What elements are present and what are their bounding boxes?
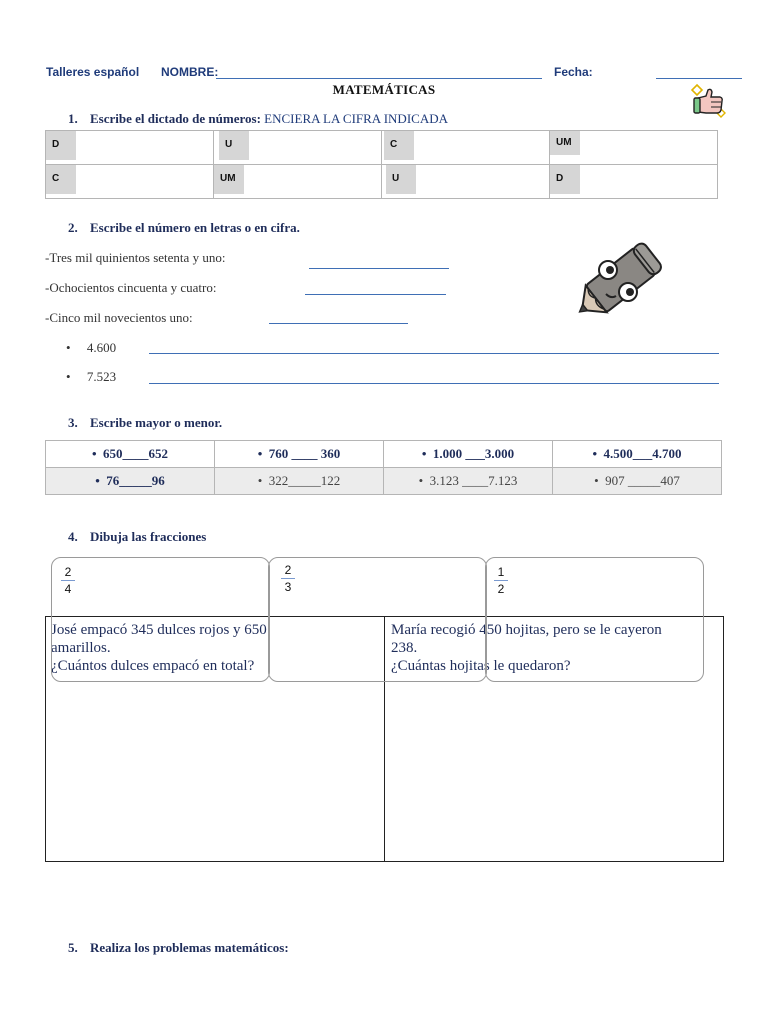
fraction-box-2[interactable] xyxy=(268,557,487,682)
dictation-cell[interactable] xyxy=(46,165,214,199)
fraction-denominator: 2 xyxy=(497,582,505,596)
dictation-row xyxy=(46,165,718,199)
place-value-tag: C xyxy=(384,131,414,160)
answer-line-4[interactable] xyxy=(149,353,719,354)
dictation-cell[interactable] xyxy=(550,131,718,165)
compare-item: 3.123 ____7.123 xyxy=(429,473,518,488)
fraction-numerator: 2 xyxy=(64,565,72,579)
place-value-tag: UM xyxy=(214,165,244,194)
dictation-cell[interactable] xyxy=(382,131,550,165)
compare-cell[interactable]: • 650____652 xyxy=(46,441,215,468)
compare-cell[interactable]: • 76_____96 xyxy=(46,468,215,495)
section-4-title: Dibuja las fracciones xyxy=(90,529,207,544)
fraction-bar xyxy=(61,580,75,581)
words-item-1: -Tres mil quinientos setenta y uno: xyxy=(45,250,226,265)
compare-row xyxy=(46,441,722,468)
dictation-cell[interactable] xyxy=(382,165,550,199)
thumbs-up-sticker-icon xyxy=(688,82,728,122)
section-1-title-extra: ENCIERA LA CIFRA INDICADA xyxy=(264,111,448,126)
section-5-title: Realiza los problemas matemáticos: xyxy=(90,940,289,955)
problem-left-line-1: José empacó 345 dulces rojos y 650 xyxy=(51,622,267,638)
number-item-2: • 7.523 xyxy=(66,369,117,384)
section-2-title: Escribe el número en letras o en cifra. xyxy=(90,220,300,235)
section-1-number: 1. xyxy=(68,111,78,126)
problem-left-line-3: ¿Cuántos dulces empacó en total? xyxy=(51,658,255,674)
section-4-heading xyxy=(68,529,206,545)
section-1-title: Escribe el dictado de números: xyxy=(90,111,261,126)
compare-row xyxy=(46,468,722,495)
compare-item: 322_____122 xyxy=(268,473,341,488)
problem-right-line-3: ¿Cuántas hojitas le quedaron? xyxy=(391,658,571,674)
fraction-box-3[interactable] xyxy=(485,557,704,682)
problem-right-line-2: 238. xyxy=(391,640,418,656)
answer-line-3[interactable] xyxy=(269,323,408,324)
words-item-3: -Cinco mil novecientos uno: xyxy=(45,310,193,325)
answer-line-2[interactable] xyxy=(305,294,446,295)
compare-table xyxy=(45,440,722,495)
fraction-numerator: 1 xyxy=(497,565,505,579)
section-2-number: 2. xyxy=(68,220,78,235)
fraction-bar xyxy=(494,580,508,581)
date-label: Fecha: xyxy=(554,65,593,79)
section-5-number: 5. xyxy=(68,940,78,955)
section-3-title: Escribe mayor o menor. xyxy=(90,415,223,430)
compare-item: 4.500___4.700 xyxy=(603,446,682,461)
fraction-denominator: 3 xyxy=(284,580,292,594)
page-title: MATEMÁTICAS xyxy=(332,82,436,97)
dictation-row xyxy=(46,131,718,165)
dictation-cell[interactable] xyxy=(550,165,718,199)
compare-cell[interactable]: • 4.500___4.700 xyxy=(553,441,722,468)
section-3-heading xyxy=(68,415,222,431)
answer-line-5[interactable] xyxy=(149,383,719,384)
section-5-heading xyxy=(68,940,289,956)
fraction-2-3 xyxy=(281,563,295,594)
section-1-heading xyxy=(68,111,448,127)
compare-item: 760 ____ 360 xyxy=(268,446,341,461)
dictation-cell[interactable] xyxy=(214,131,382,165)
fraction-box-1[interactable] xyxy=(51,557,270,682)
compare-cell[interactable]: • 1.000 ___3.000 xyxy=(384,441,553,468)
place-value-tag: U xyxy=(386,165,416,194)
number-item-value: 4.600 xyxy=(86,340,117,355)
place-value-tag: D xyxy=(550,165,580,194)
fraction-bar xyxy=(281,578,295,579)
problem-left-line-2: amarillos. xyxy=(51,640,111,656)
fraction-2-4 xyxy=(61,565,75,596)
name-label: NOMBRE: xyxy=(161,65,219,79)
dictation-cell[interactable] xyxy=(214,165,382,199)
place-value-tag: C xyxy=(46,165,76,194)
date-line[interactable] xyxy=(656,78,742,79)
compare-item: 76_____96 xyxy=(106,473,165,488)
pencil-character-icon xyxy=(566,232,678,328)
number-item-value: 7.523 xyxy=(86,369,117,384)
answer-line-1[interactable] xyxy=(309,268,449,269)
dictation-table xyxy=(45,130,718,199)
compare-item: 1.000 ___3.000 xyxy=(432,446,515,461)
compare-cell[interactable]: • 322_____122 xyxy=(215,468,384,495)
problem-right-line-1: María recogió 450 hojitas, pero se le cayeron xyxy=(391,622,662,638)
dictation-cell[interactable] xyxy=(46,131,214,165)
fraction-denominator: 4 xyxy=(64,582,72,596)
place-value-tag: D xyxy=(46,131,76,160)
compare-cell[interactable]: • 907 _____407 xyxy=(553,468,722,495)
words-item-2: -Ochocientos cincuenta y cuatro: xyxy=(45,280,217,295)
section-3-number: 3. xyxy=(68,415,78,430)
section-4-number: 4. xyxy=(68,529,78,544)
compare-item: 907 _____407 xyxy=(605,473,680,488)
compare-item: 650____652 xyxy=(103,446,169,461)
fraction-1-2 xyxy=(494,565,508,596)
fraction-numerator: 2 xyxy=(284,563,292,577)
number-item-1: • 4.600 xyxy=(66,340,117,355)
section-2-heading xyxy=(68,220,300,236)
name-line[interactable] xyxy=(216,78,542,79)
place-value-tag: UM xyxy=(550,131,580,155)
compare-cell[interactable]: • 760 ____ 360 xyxy=(215,441,384,468)
compare-cell[interactable]: • 3.123 ____7.123 xyxy=(384,468,553,495)
workshop-label: Talleres español xyxy=(46,65,140,79)
place-value-tag: U xyxy=(219,131,249,160)
